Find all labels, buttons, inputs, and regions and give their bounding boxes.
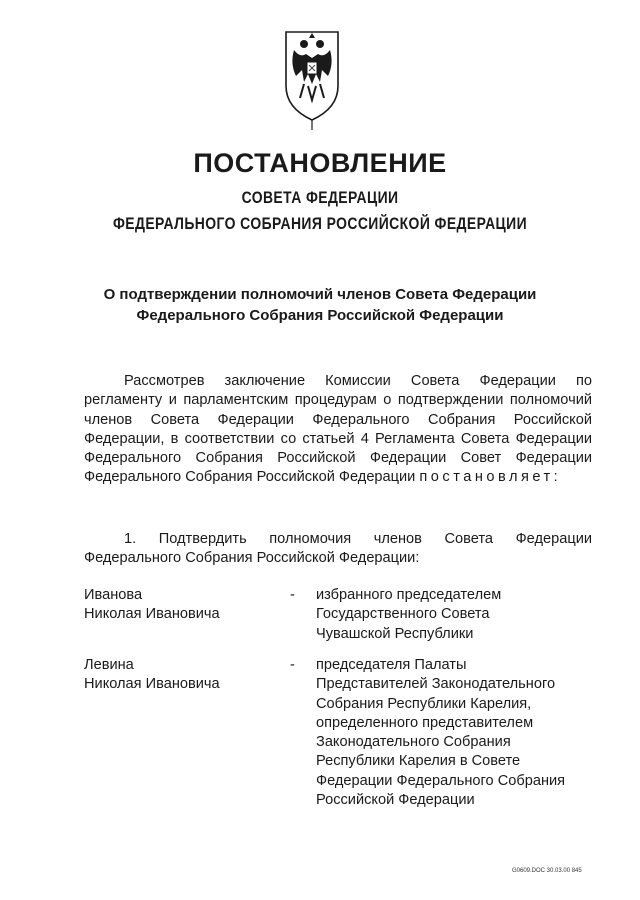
entry-dash: - bbox=[290, 657, 295, 673]
role-line: Федерации Федерального Собрания bbox=[316, 772, 566, 789]
role-line: Чувашской Республики bbox=[316, 625, 474, 642]
entry-dash: - bbox=[290, 587, 295, 603]
member-name bbox=[84, 586, 284, 625]
role-line: Республики Карелия в Совете bbox=[316, 753, 521, 770]
preamble-text: Рассмотрев заключение Комиссии Совета Федерации по регламенту и парламентским процедурам о подтверждении полномочий членов Совета Федерации Федерального Собрания Российской Федерации, в соответствии со статьей 4 Регламента Совета Федерации Федерального Собрания Российской Федерации Совет Федерации Федерального Собрания Российской Федерации bbox=[84, 373, 592, 486]
member-role bbox=[316, 586, 606, 644]
member-surname: Иванова bbox=[84, 587, 143, 603]
preamble-paragraph bbox=[84, 372, 592, 488]
role-line: председателя Палаты bbox=[316, 657, 467, 673]
subject-line-2: Федерального Собрания Российской Федерации bbox=[136, 307, 504, 324]
resolves-word: постановляет: bbox=[419, 469, 562, 486]
role-line: Российской Федерации bbox=[316, 792, 475, 809]
member-given-names: Николая Ивановича bbox=[84, 606, 220, 623]
member-given-names: Николая Ивановича bbox=[84, 676, 220, 693]
member-surname: Левина bbox=[84, 657, 134, 673]
role-line: определенного представителем bbox=[316, 714, 534, 731]
role-line: Собрания Республики Карелия, bbox=[316, 695, 532, 712]
issuer-line-2: ФЕДЕРАЛЬНОГО СОБРАНИЯ РОССИЙСКОЙ ФЕДЕРАЦИИ bbox=[112, 214, 528, 233]
document-title: ПОСТАНОВЛЕНИЕ bbox=[193, 148, 447, 178]
role-line: избранного председателем bbox=[316, 587, 502, 603]
role-line: Законодательного Собрания bbox=[316, 734, 511, 751]
issuer-line-1: СОВЕТА ФЕДЕРАЦИИ bbox=[241, 188, 399, 207]
resolution-subject bbox=[60, 284, 580, 326]
member-role bbox=[316, 656, 606, 810]
coat-of-arms-emblem bbox=[282, 24, 342, 130]
file-reference: G0609.DOC 30.03.00 845 bbox=[512, 868, 582, 874]
role-line: Представителей Законодательного bbox=[316, 676, 556, 693]
role-line: Государственного Совета bbox=[316, 606, 490, 623]
item-1-paragraph: 1. Подтвердить полномочия членов Совета Федерации Федерального Собрания Российской Федерации: bbox=[84, 531, 592, 567]
subject-line-1: О подтверждении полномочий членов Совета Федерации bbox=[103, 286, 537, 303]
member-name bbox=[84, 656, 284, 695]
